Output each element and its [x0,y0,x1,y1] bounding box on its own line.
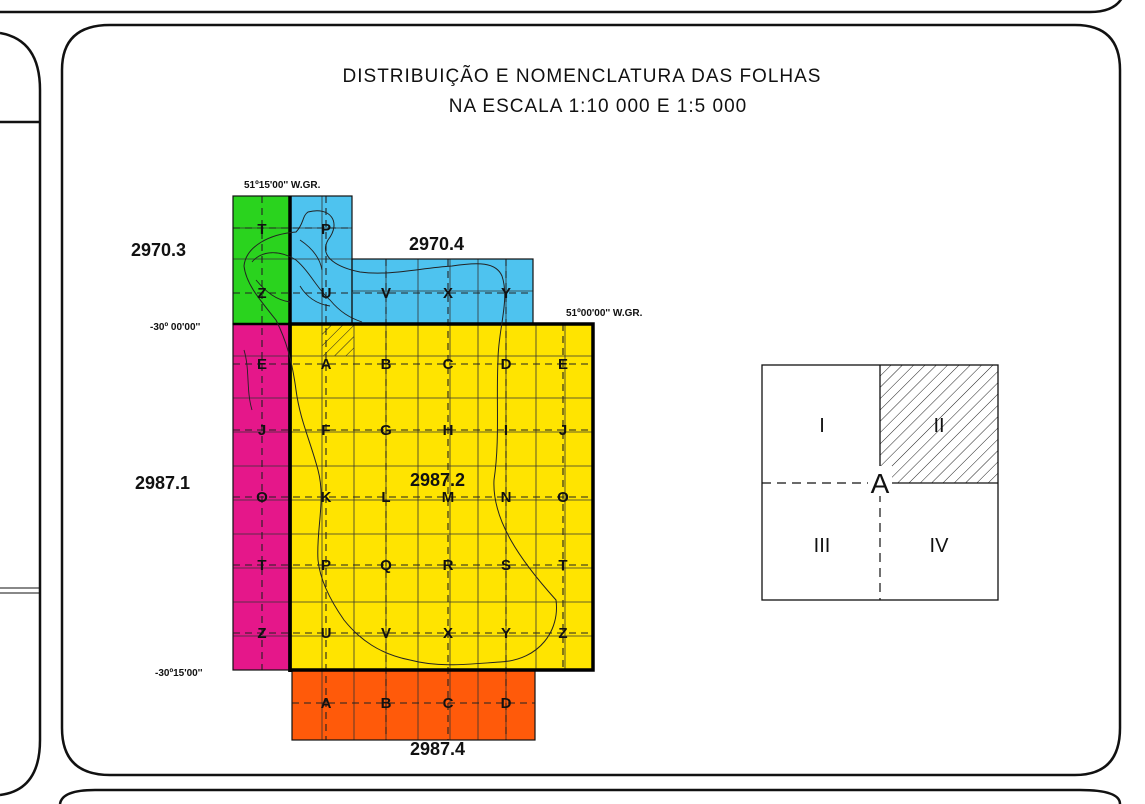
cell-letter: U [320,285,332,302]
cell-letter: I [503,422,509,439]
sheet-label-2987-1: 2987.1 [135,473,191,493]
cell-letter: N [500,489,512,506]
cell-letter: Z [558,625,568,642]
cell-letter: K [320,489,332,506]
cell-letter: V [380,285,392,302]
cell-letter: X [442,625,454,642]
cell-letter: O [557,489,569,506]
cell-letter: P [320,557,332,574]
lat-north-label: -30º 00'00'' [150,322,201,333]
sheet-label-2987-2: 2987.2 [410,470,466,490]
cell-letter: U [320,625,332,642]
sheet-2970-4-fill-left [290,196,352,324]
inset-quadrant-ii: II [933,415,945,437]
cell-letter: Z [257,625,267,642]
cell-letter: Z [257,285,267,302]
cell-letter: C [442,695,454,712]
lon-west-label: 51º15'00'' W.GR. [244,180,321,191]
inset-quadrant-iii: III [813,535,831,557]
cell-letter: M [441,489,455,506]
sheet-label-2987-4: 2987.4 [410,739,466,759]
cell-letter: E [256,356,268,373]
cell-letter: S [500,557,512,574]
cell-letter: D [500,356,512,373]
cell-letter: T [257,557,267,574]
inset-quadrant-i: I [819,415,825,437]
cell-letter: L [381,489,391,506]
cell-letter: D [500,695,512,712]
cell-letter: A [320,695,332,712]
hatched-cell-a [322,324,354,356]
inset-diagram [762,365,998,600]
cell-letter: G [380,422,392,439]
lon-east-label: 51º00'00'' W.GR. [566,308,643,319]
cell-letter: J [257,422,267,439]
cell-letter: B [380,695,392,712]
cell-letter: H [442,422,454,439]
cell-letter: B [380,356,392,373]
cell-letter: C [442,356,454,373]
cell-letter: T [257,221,267,238]
sheet-label-2970-4: 2970.4 [409,234,465,254]
cell-letter: O [256,489,268,506]
inset-quadrant-iv: IV [929,535,949,557]
title-line-1: DISTRIBUIÇÃO E NOMENCLATURA DAS FOLHAS [342,66,822,87]
cell-letter: F [321,422,331,439]
cell-letter: Q [380,557,392,574]
cell-letter: J [558,422,568,439]
cell-letter: R [442,557,454,574]
cell-letter: P [320,221,332,238]
cell-letter: V [380,625,392,642]
cell-letter: E [557,356,569,373]
lat-south-label: -30º15'00'' [155,668,203,679]
title-line-2: NA ESCALA 1:10 000 E 1:5 000 [448,96,748,117]
cell-letter: T [558,557,568,574]
sheet-label-2970-3: 2970.3 [131,240,187,260]
cell-letter: Y [500,625,512,642]
sheet-fills [233,196,593,740]
cell-letter: A [320,356,332,373]
inset-center-letter: A [870,468,890,499]
cell-letter: X [442,285,454,302]
cell-letter: Y [500,285,512,302]
